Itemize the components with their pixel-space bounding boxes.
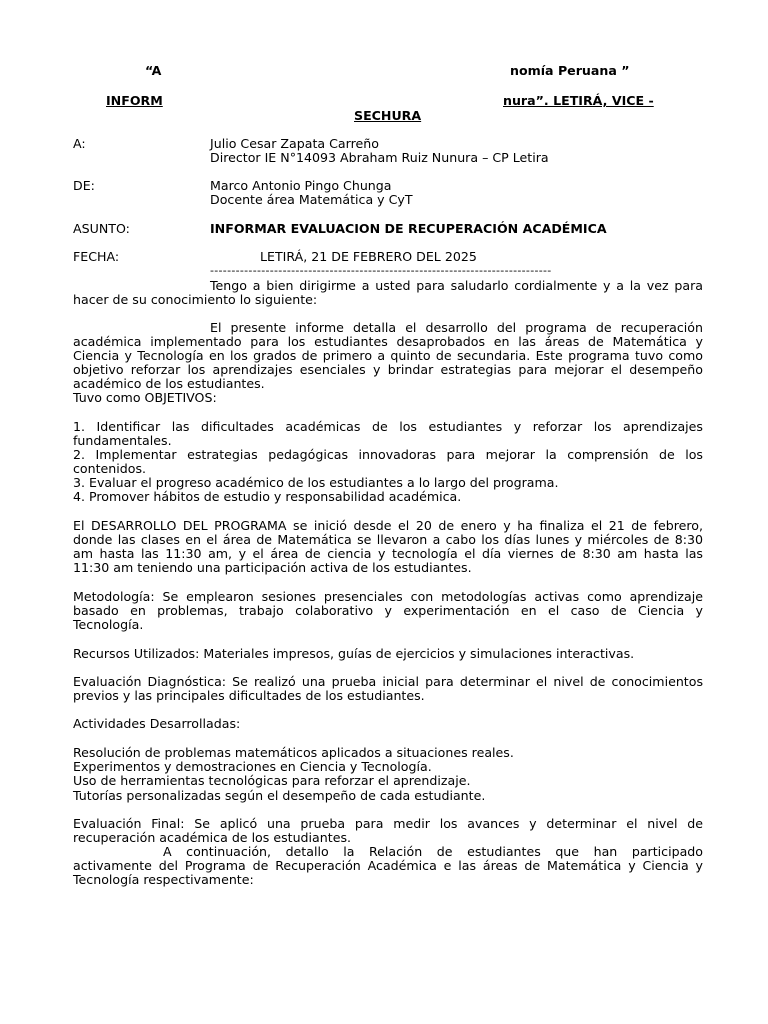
development-line-3: am hasta las 11:30 am, y el área de ciencia y tecnología el día viernes de 8:30 am hasta las <box>73 546 703 561</box>
objectives-heading: Tuvo como OBJETIVOS: <box>73 390 217 405</box>
memo-from-label: DE: <box>73 178 95 193</box>
memo-subject-label: ASUNTO: <box>73 221 130 236</box>
intro-line-2: hacer de su conocimiento lo siguiente: <box>73 292 318 307</box>
resources-line: Recursos Utilizados: Materiales impresos, guías de ejercicios y simulaciones interactivas. <box>73 646 635 661</box>
activity-2: Experimentos y demostraciones en Ciencia y Tecnología. <box>73 759 432 774</box>
relation-line-2: activamente del Programa de Recuperación Académica e las áreas de Matemática y Ciencia y <box>73 858 703 873</box>
objective-3: 3. Evaluar el progreso académico de los estudiantes a lo largo del programa. <box>73 475 559 490</box>
activities-heading: Actividades Desarrolladas: <box>73 716 241 731</box>
p1-line-5: académico de los estudiantes. <box>73 376 265 391</box>
memo-date-value: LETIRÁ, 21 DE FEBRERO DEL 2025 <box>260 249 477 264</box>
methodology-line-1: Metodología: Se emplearon sesiones presenciales con metodologías activas como aprendizaje <box>73 589 703 604</box>
memo-subject-value: INFORMAR EVALUACION DE RECUPERACIÓN ACADÉMICA <box>210 221 607 236</box>
activity-3: Uso de herramientas tecnológicas para reforzar el aprendizaje. <box>73 773 471 788</box>
memo-to-label: A: <box>73 136 86 151</box>
memo-date-label: FECHA: <box>73 249 120 264</box>
diagnostic-line-2: previos y las principales dificultades de los estudiantes. <box>73 688 425 703</box>
objective-4: 4. Promover hábitos de estudio y responsabilidad académica. <box>73 489 462 504</box>
relation-line-3: Tecnología respectivamente: <box>73 872 254 887</box>
activity-4: Tutorías personalizadas según el desempeño de cada estudiante. <box>73 788 486 803</box>
final-evaluation-line-2: recuperación académica de los estudiantes. <box>73 830 352 845</box>
header-subtitle-left: INFORM <box>106 93 163 108</box>
p1-line-2: académica implementado para los estudiantes desaprobados en las áreas de Matemática y <box>73 334 703 349</box>
relation-line-1: A continuación, detallo la Relación de estudiantes que han participado <box>163 844 703 859</box>
p1-line-4: objetivo reforzar los aprendizajes esenciales y brindar estrategias para mejorar el desempeño <box>73 362 703 377</box>
header-subtitle-line2: SECHURA <box>354 108 422 123</box>
memo-from-name: Marco Antonio Pingo Chunga <box>210 178 392 193</box>
final-evaluation-line-1: Evaluación Final: Se aplicó una prueba para medir los avances y determinar el nivel de <box>73 816 703 831</box>
methodology-line-3: Tecnología. <box>73 617 144 632</box>
header-title-left: “A <box>145 63 162 78</box>
development-line-1: El DESARROLLO DEL PROGRAMA se inició desde el 20 de enero y ha finaliza el 21 de febrero, <box>73 518 703 533</box>
objective-1-line-1: 1. Identificar las dificultades académicas de los estudiantes y reforzar los aprendizajes <box>73 419 703 434</box>
p1-line-3: Ciencia y Tecnología en los grados de primero a quinto de secundaria. Este programa tuvo como <box>73 348 703 363</box>
memo-to-name: Julio Cesar Zapata Carreño <box>210 136 379 151</box>
development-line-4: 11:30 am teniendo una participación activa de los estudiantes. <box>73 560 472 575</box>
memo-from-role: Docente área Matemática y CyT <box>210 192 413 207</box>
objective-2-line-1: 2. Implementar estrategias pedagógicas innovadoras para mejorar la comprensión de los <box>73 447 703 462</box>
activity-1: Resolución de problemas matemáticos aplicados a situaciones reales. <box>73 745 514 760</box>
methodology-line-2: basado en problemas, trabajo colaborativo y experimentación en el caso de Ciencia y <box>73 603 703 618</box>
header-title-right: nomía Peruana ” <box>510 63 630 78</box>
memo-separator: -------------------------------------------------------------------------------- <box>210 264 552 277</box>
header-subtitle-right: nura”. LETIRÁ, VICE - <box>503 93 654 108</box>
diagnostic-line-1: Evaluación Diagnóstica: Se realizó una prueba inicial para determinar el nivel de conocimientos <box>73 674 703 689</box>
objective-2-line-2: contenidos. <box>73 461 147 476</box>
intro-line-1: Tengo a bien dirigirme a usted para saludarlo cordialmente y a la vez para <box>210 278 703 293</box>
objective-1-line-2: fundamentales. <box>73 433 172 448</box>
memo-to-role: Director IE N°14093 Abraham Ruiz Nunura – CP Letira <box>210 150 549 165</box>
development-line-2: donde las clases en el área de Matemática se llevaron a cabo los días lunes y miércoles de 8:30 <box>73 532 703 547</box>
p1-line-1: El presente informe detalla el desarrollo del programa de recuperación <box>210 320 703 335</box>
